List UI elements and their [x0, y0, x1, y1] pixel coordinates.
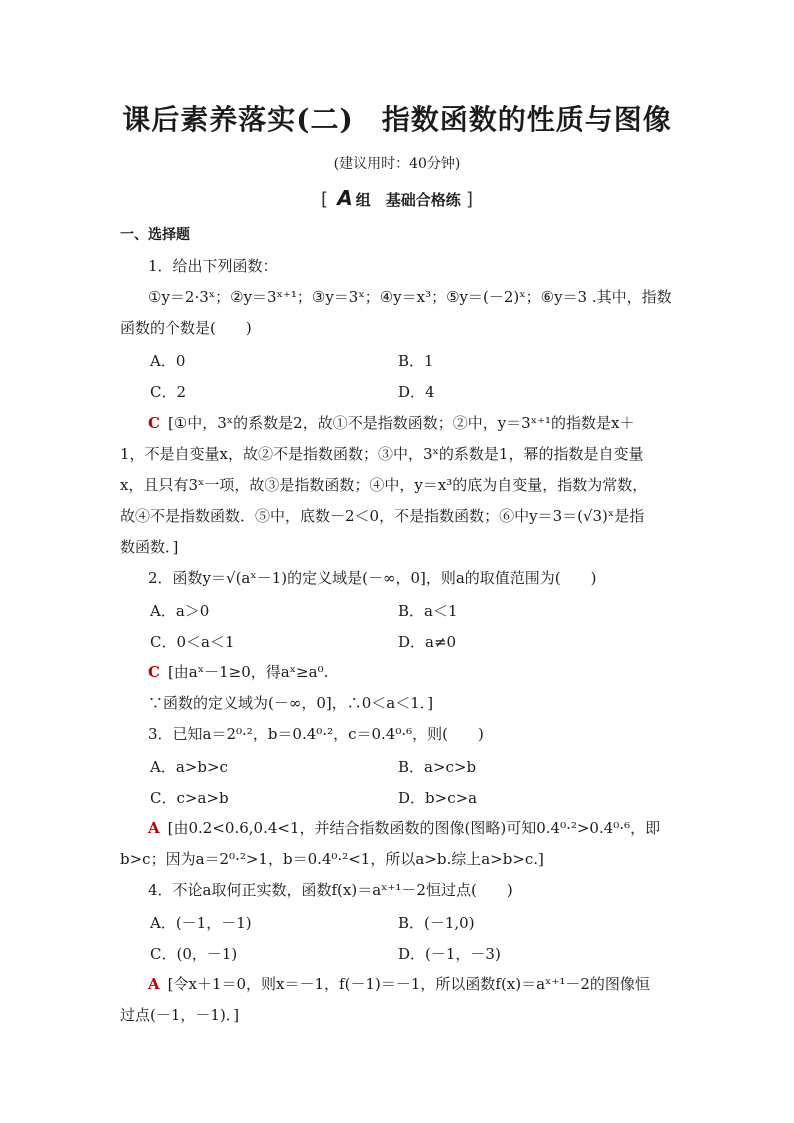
q4-explanation-line2: 过点(－1，－1)．]	[120, 1006, 240, 1024]
right-bracket: ]	[465, 189, 474, 210]
q4-answer: A	[148, 975, 160, 993]
q2-exp1-text: [由aˣ－1≥0，得aˣ≥a⁰.	[167, 663, 329, 681]
page-title	[0, 98, 794, 138]
q4-option-c: C．(0，－1)	[150, 945, 238, 963]
q3-answer: A	[148, 819, 160, 837]
q2-stem: 2．函数y＝√(aˣ－1)的定义域是(－∞，0]，则a的取值范围为( )	[148, 569, 597, 587]
q1-option-b: B．1	[398, 352, 434, 370]
q1-option-c: C．2	[150, 383, 187, 401]
time-note: (建议用时：40分钟)	[333, 156, 461, 172]
q2-option-c: C．0＜a＜1	[150, 633, 235, 651]
q1-answer: C	[148, 414, 160, 432]
title-main: 课后素养落实(二)	[122, 103, 354, 136]
q3-explanation-line1	[148, 818, 708, 838]
q1-option-a: A．0	[150, 352, 186, 370]
q1-stem-line3: 函数的个数是( )	[120, 319, 252, 337]
q4-explanation-line1	[148, 974, 708, 994]
q3-stem: 3．已知a＝2⁰·²，b＝0.4⁰·²，c＝0.4⁰·⁶，则( )	[148, 725, 484, 743]
q4-option-a: A．(－1，－1)	[150, 914, 252, 932]
q1-explanation-line5: 数函数．]	[120, 538, 179, 556]
q2-option-d: D．a≠0	[398, 633, 457, 651]
q3-option-d: D．b>c>a	[398, 789, 478, 807]
q1-explanation-line4: 故④不是指数函数．⑤中，底数－2＜0，不是指数函数；⑥中y＝3＝(√3)ˣ是指	[120, 507, 645, 525]
q1-stem-line1: 1．给出下列函数：	[148, 257, 278, 275]
q4-exp1-text: [令x＋1＝0，则x＝－1，f(－1)＝－1，所以函数f(x)＝aˣ⁺¹－2的图像恒	[167, 975, 650, 993]
left-bracket: [	[320, 189, 329, 210]
q3-explanation-line2: b>c；因为a＝2⁰·²>1，b＝0.4⁰·²<1，所以a>b.综上a>b>c.]	[120, 850, 544, 868]
q2-explanation-line2: ∵函数的定义域为(－∞，0]，∴0＜a＜1．]	[148, 694, 434, 712]
q4-stem: 4．不论a取何正实数，函数f(x)＝aˣ⁺¹－2恒过点( )	[148, 881, 513, 899]
q2-option-b: B．a＜1	[398, 602, 458, 620]
q2-option-a: A．a＞0	[150, 602, 210, 620]
q1-explanation-line3: x，且只有3ˣ一项，故③是指数函数；④中，y＝x³的底为自变量，指数为常数，	[120, 476, 648, 494]
title-sub: 指数函数的性质与图像	[381, 103, 672, 136]
q2-answer: C	[148, 663, 160, 681]
q3-option-a: A．a>b>c	[150, 758, 228, 776]
group-label: A	[337, 186, 353, 210]
q4-option-b: B．(－1,0)	[398, 914, 475, 932]
q3-exp1-text: [由0.2<0.6,0.4<1，并结合指数函数的图像(图略)可知0.4⁰·²>0.4⁰·⁶，即	[167, 819, 661, 837]
group-heading	[0, 186, 794, 210]
q1-option-d: D．4	[398, 383, 435, 401]
group-text: 组 基础合格练	[355, 191, 461, 209]
q4-option-d: D．(－1，－3)	[398, 945, 501, 963]
q2-explanation-line1	[148, 662, 708, 682]
q1-explanation-line2: 1，不是自变量x，故②不是指数函数；③中，3ˣ的系数是1，幂的指数是自变量	[120, 445, 644, 463]
q1-exp1-text: [①中，3ˣ的系数是2，故①不是指数函数；②中，y＝3ˣ⁺¹的指数是x＋	[167, 414, 635, 432]
q3-option-c: C．c>a>b	[150, 789, 229, 807]
q3-option-b: B．a>c>b	[398, 758, 477, 776]
section-heading: 一、选择题	[120, 227, 190, 243]
q1-explanation-line1	[148, 413, 708, 433]
q1-stem-line2: ①y＝2·3ˣ；②y＝3ˣ⁺¹；③y＝3ˣ；④y＝x³；⑤y＝(－2)ˣ；⑥y＝3 .其中，指数	[148, 288, 672, 306]
